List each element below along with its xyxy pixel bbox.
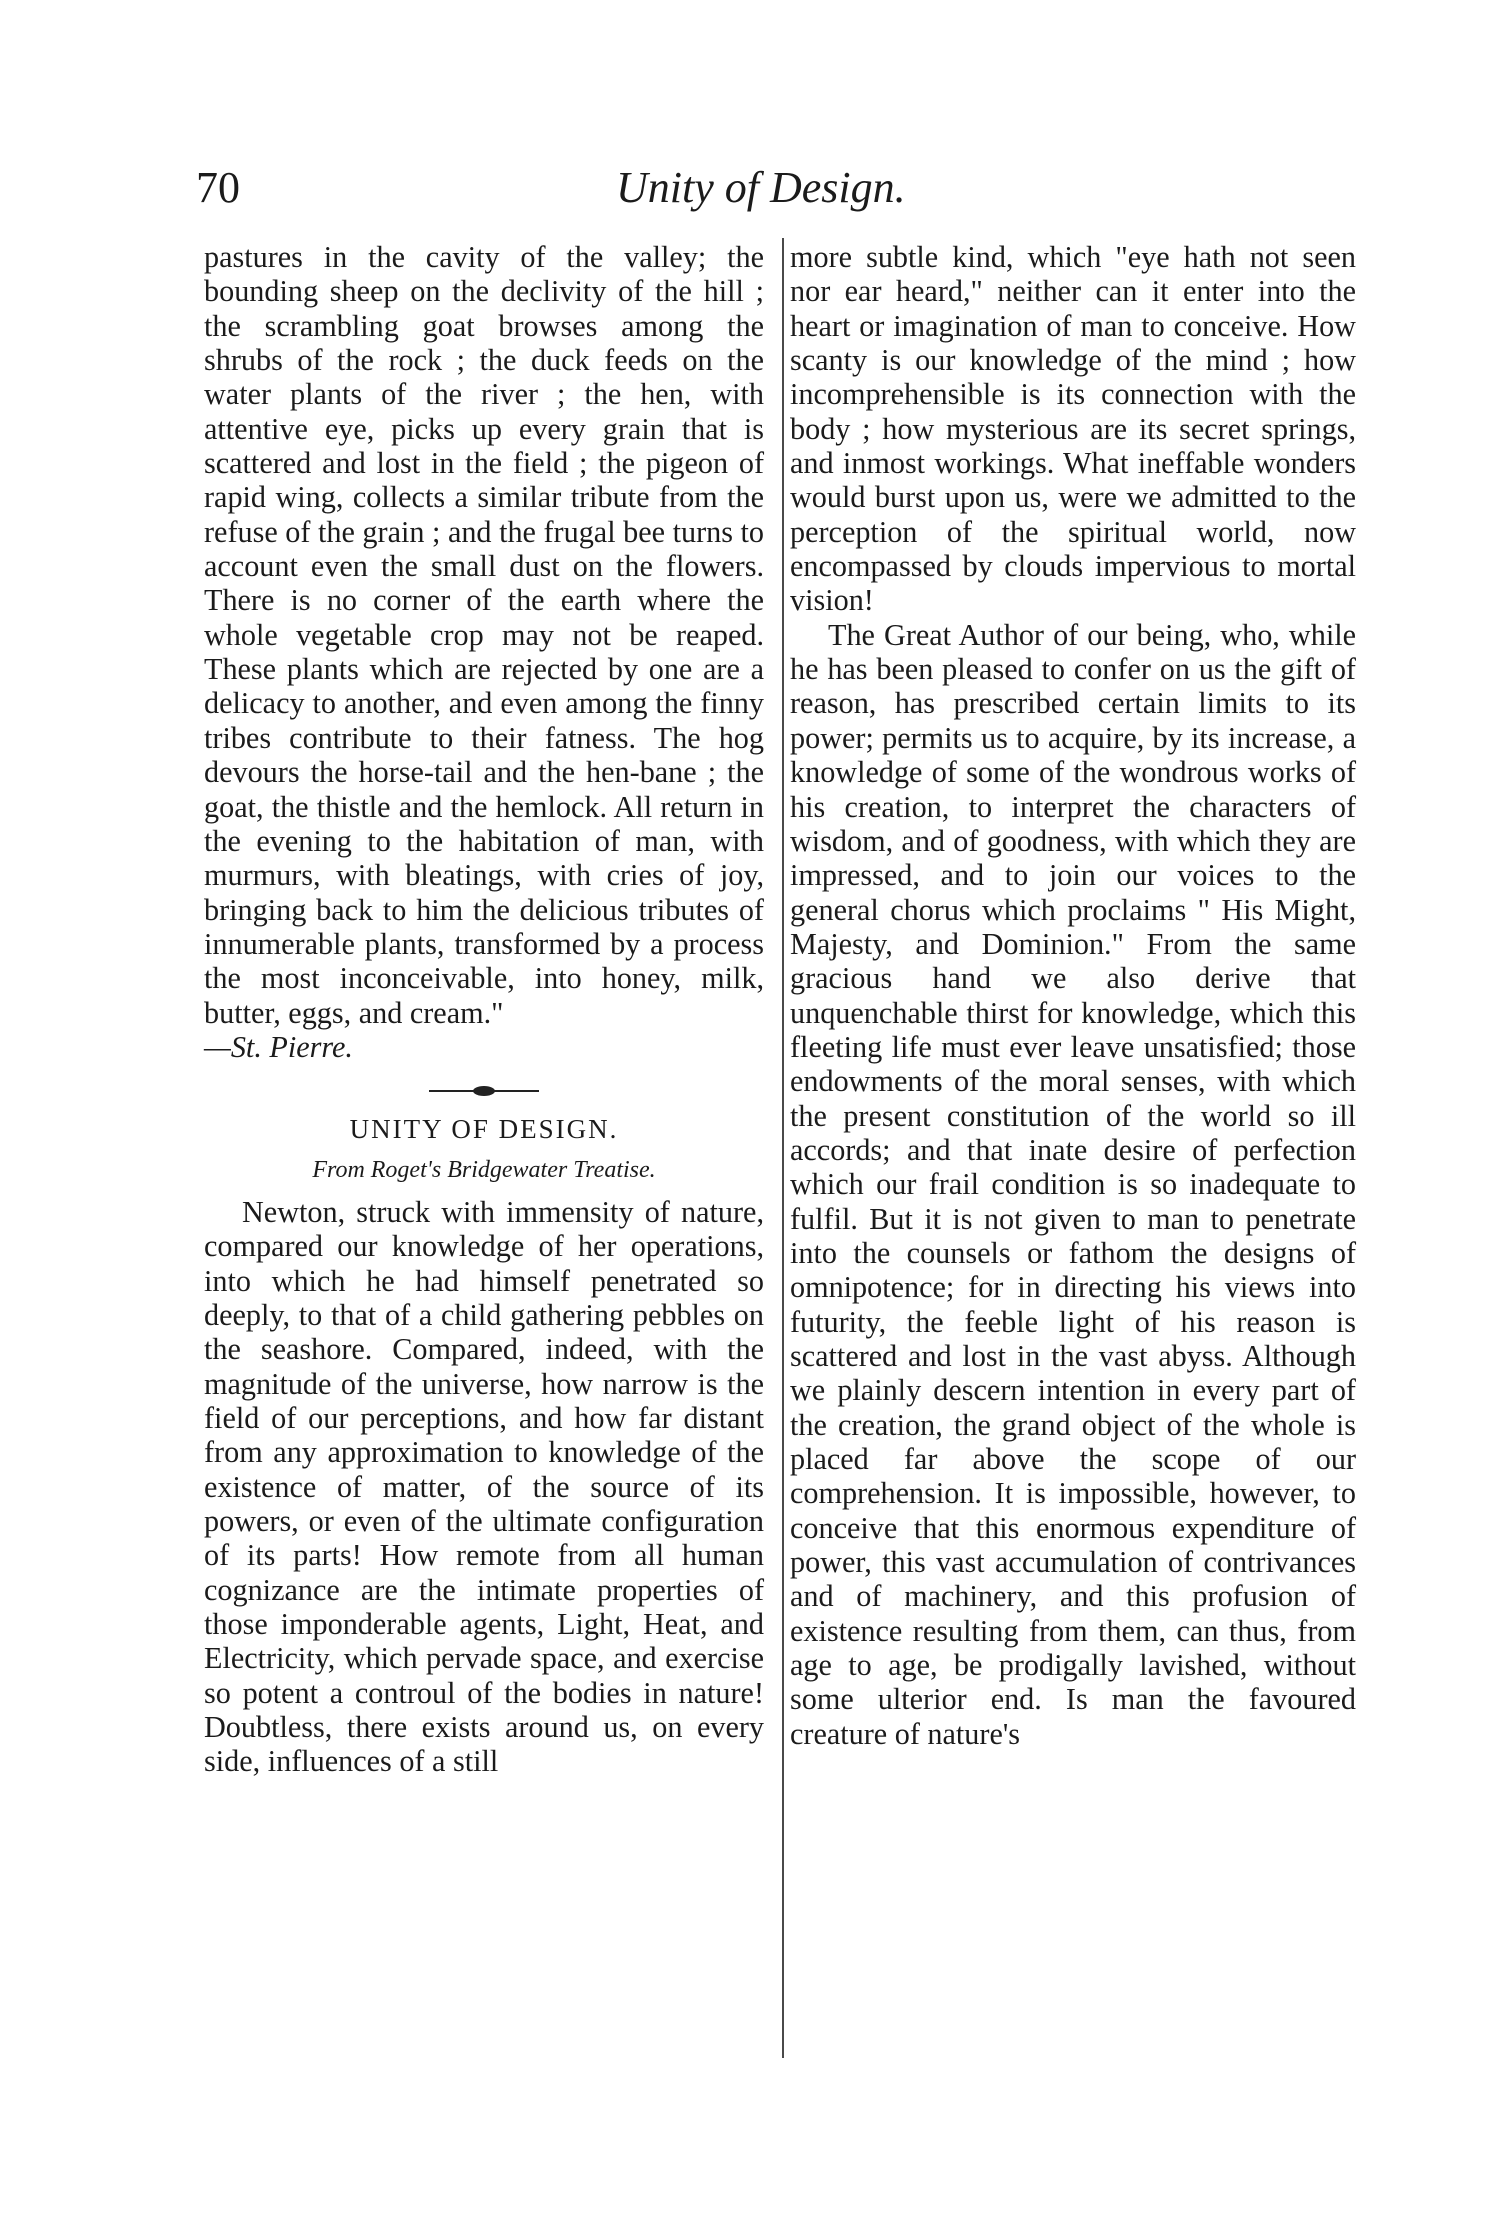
article-paragraph-2: The Great Author of our being, who, while he has been pleased to confer on us the gift of reason, has prescribed certain limits to its power; permits us to acquire, by its increase, a knowledge of some of the wondrous works of his creation, to interpret the characters of wisdom, and of goodness, with which they are impressed, and to join our voices to the general chorus which proclaims " His Might, Majesty, and Dominion." From the same gracious hand we also derive that unquenchable thirst for knowledge, which this fleeting life must ever leave unsatisfied; those endowments of the moral senses, with which the present constitution of the world so ill accords; and that inate desire of perfection which our frail condition is so inadequate to fulfil. But it is not given to man to penetrate into the counsels or fathom the designs of omnipotence; for in directing his views into futurity, the feeble light of his reason is scattered and lost in the vast abyss. Although we plainly descern intention in every part of the creation, the grand object of the whole is placed far above the scope of our comprehension. It is impossible, however, to conceive that this enormous expenditure of power, this vast accumulation of contrivances and of machinery, and this profusion of existence resulting from them, can thus, from age to age, be prodigally lavished, without some ulterior end. Is man the favoured creature of nature's — [790, 617, 1356, 1751]
section-source: From Roget's Bridgewater Treatise. — [312, 1156, 656, 1183]
article-paragraph-continued: more subtle kind, which "eye hath not seen nor ear heard," neither can it enter into the heart or imagination of man to conceive. How scanty is our knowledge of the mind ; how incomprehensible is its connection with the body ; how mysterious are its secret springs, and inmost workings. What ineffable wonders would burst upon us, were we admitted to the perception of the spiritual world, now encompassed by clouds impervious to mortal vision! — [790, 240, 1356, 618]
page-header — [196, 160, 1356, 230]
article-paragraph: Newton, struck with immensity of nature, compared our knowledge of her operations, into which he had himself penetrated so deeply, to that of a child gathering pebbles on the seashore. Compared, indeed, with the magnitude of the universe, how narrow is the field of our perceptions, and how far distant from any approximation to knowledge of the existence of matter, of the source of its powers, or even of the ultimate configuration of its parts! How remote from all human cognizance are the intimate properties of those imponderable agents, Light, Heat, and Electricity, which pervade space, and exercise so potent a controul of the bodies in nature! Doubtless, there exists around us, on every side, influences of a still — [204, 1194, 764, 1779]
quote-attribution: —St. Pierre. — [204, 1029, 353, 1064]
page-number: 70 — [196, 163, 240, 212]
column-divider — [782, 238, 784, 2058]
quote-continuation: pastures in the cavity of the valley; the bounding sheep on the declivity of the hill ; the scrambling goat browses among the shrubs of the rock ; the duck feeds on the water plants of the river ; the hen, with attentive eye, picks up every grain that is scattered and lost in the field ; the pigeon of rapid wing, collects a similar tribute from the refuse of the grain ; and the frugal bee turns to account even the small dust on the flowers. There is no corner of the earth where the whole vegetable crop may not be reaped. These plants which are rejected by one are a delicacy to another, and even among the finny tribes contribute to their fatness. The hog devours the horse-tail and the hen-bane ; the goat, the thistle and the hemlock. All return in the evening to the habitation of man, with murmurs, with bleatings, with cries of joy, bringing back to him the delicious tributes of innumerable plants, transformed by a process the most inconceivable, into honey, milk, butter, eggs, and cream." — [204, 240, 764, 1030]
section-heading: UNITY OF DESIGN. — [349, 1114, 619, 1145]
left-column — [204, 240, 764, 1779]
right-column — [790, 240, 1356, 1751]
section-divider-ornament — [429, 1086, 539, 1096]
running-title: Unity of Design. — [616, 163, 906, 212]
